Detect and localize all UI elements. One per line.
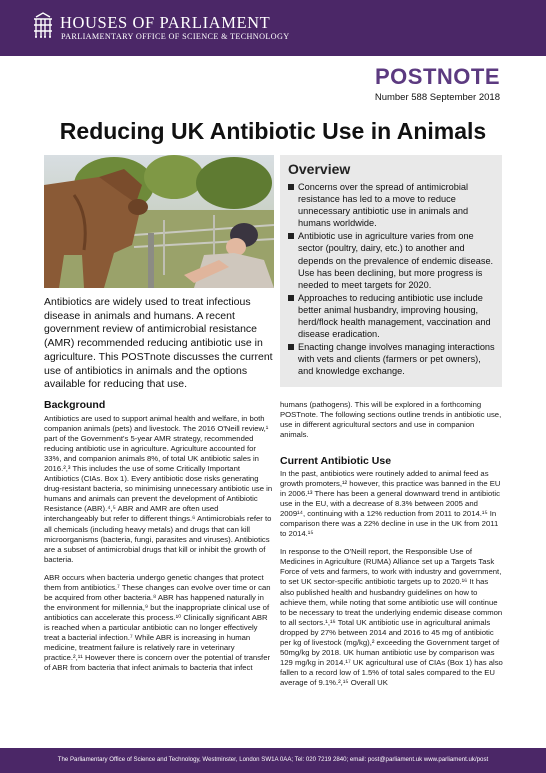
right-column-intro (280, 400, 504, 448)
background-paragraph-2: ABR occurs when bacteria undergo genetic changes that protect them from antibiotics.⁷ These changes can evolve over time or can be acquired from other bacteria.⁸ ABR has happened naturally in the environment for millennia,⁹ but the inappropriate clinical use of antibiotics can accelerate this process.¹⁰ Clinically significant ABR is reached when a particular antibiotic can no longer effectively treat a bacterial infection.⁷ While ABR is increasing in human medicine, treatment failure is relatively rare in veterinary practice.²,¹¹ However there is concern over the potential of transfer of ABR from bacteria that infect animals to bacteria that infect (44, 572, 271, 673)
background-body (44, 414, 274, 681)
overview-bullet-text: Approaches to reducing antibiotic use include better animal husbandry, improving housing, herd/flock health management, vaccination and disease eradication. (298, 292, 491, 340)
portcullis-icon (32, 11, 54, 39)
intro-paragraph: humans (pathogens). This will be explored in a forthcoming POSTnote. The following sections outline trends in antibiotic use, use in different agricultural sectors and use in companion animals. (280, 400, 502, 440)
cover-photo (44, 155, 274, 288)
square-bullet-icon (288, 295, 294, 301)
page-title: Reducing UK Antibiotic Use in Animals (59, 118, 487, 144)
current-use-paragraph-1: In the past, antibiotics were routinely added to animal feed as growth promoters,¹² however, this practice was banned in the EU in 2006.¹³ There has been a general downward trend in antibiotic use in the EU, with a decrease of 8.3% between 2005 and 2009¹⁴, continuing with a 12% reduction from 2011 to 2014.¹⁵ In comparison there was a 22% decline in use in the UK from 2011 to 2014.¹⁵ (280, 469, 501, 539)
overview-bullet-text: Antibiotic use in agriculture varies from one sector (poultry, dairy, etc.) to another and depends on the prevalence of endemic disease. Use has been declining, but more progress is needed to meet targets for 2020. (298, 231, 494, 290)
overview-list (288, 181, 496, 378)
square-bullet-icon (288, 233, 294, 239)
overview-bullet-text: Concerns over the spread of antimicrobial resistance has led to a move to reduce unnecessary antibiotic use in animals and humans worldwide. (298, 182, 469, 229)
current-use-body (280, 469, 504, 696)
lead-paragraph: Antibiotics are widely used to treat infectious disease in animals and humans. A recent government review of antimicrobial resistance (AMR) recommended reducing antibiotic use in agriculture. This POSTnote discusses the current use of antibiotics in animals and the options available for reducing that use. (44, 296, 273, 391)
header-bar (0, 0, 546, 56)
square-bullet-icon (288, 184, 294, 190)
footer-bar (0, 748, 546, 773)
overview-bullet (288, 230, 496, 290)
background-paragraph-1: Antibiotics are used to support animal health and welfare, in both companion animals (pets) and livestock. The 2016 O'Neill review,¹ part of the Government's 5-year AMR strategy, recommended reducing antibiotic use in agriculture. Agriculture accounted for 33%, and companion animals 8%, of total UK antibiotic sales in 2016.²,³ This includes the use of some Critically Important Antibiotics (CIAs. Box 1). Every antibiotic dose risks generating drug-resistant bacteria, so minimising unnecessary antibiotic use in humans and animals can prevent the development of Antibiotic Resistance (ABR).⁴,⁵ ABR and AMR are often used interchangeably but refer to different things.⁶ Antimicrobials refer to all chemicals (including heavy metals) and drugs that can kill microorganisms (bacteria, fungi, parasites and viruses). Antibiotics are a subset of antimicrobial drugs that kill or inhibit the growth of bacteria. (44, 414, 273, 564)
square-bullet-icon (288, 344, 294, 350)
org-subtitle: PARLIAMENTARY OFFICE OF SCIENCE & TECHNOLOGY (61, 32, 290, 41)
issue-number: Number 588 September 2018 (374, 92, 500, 103)
overview-bullet (288, 341, 496, 377)
background-heading: Background (44, 399, 106, 411)
overview-heading: Overview (288, 161, 351, 177)
org-name: HOUSES OF PARLIAMENT (60, 13, 271, 32)
footer-contact: The Parliamentary Office of Science and Technology, Westminster, London SW1A 0AA; Tel: 020 7219 2840; email: post@parliament.uk www.parliament.uk/post (57, 756, 489, 763)
overview-bullet (288, 181, 496, 229)
overview-box (280, 155, 502, 387)
overview-bullet-text: Enacting change involves managing interactions with vets and clients (farmers or pet owners), and knowledge exchange. (298, 342, 495, 377)
current-use-paragraph-2: In response to the O'Neill report, the Responsible Use of Medicines in Agriculture (RUMA) Alliance set up a Targets Task Force of vets and farmers, to work with industry and government, to set UK sector-specific antibiotic targets up to 2020.¹⁶ It has also published health and husbandry guidelines on how to achieve them, while noting that some antibiotic use will continue to be necessary to treat the underlying endemic disease common to all sectors.¹,¹⁶ Total UK antibiotic use in agricultural animals dropped by 27% between 2014 and 2016 to 45 mg of antibiotic per kg of livestock (mg/kg),² exceeding the Government target of 50mg/kg by 2018. UK human antibiotic use by comparison was 129 mg/kg in 2014.¹⁷ UK agricultural use of CIAs (Box 1) has also fallen to a record low of 1.5% of total sales compared to the EU average of 9.1%.²,¹⁵ Overall UK (280, 547, 503, 687)
current-use-heading: Current Antibiotic Use (280, 455, 392, 467)
overview-bullet (288, 292, 496, 340)
postnote-brand: POSTNOTE (374, 64, 500, 89)
